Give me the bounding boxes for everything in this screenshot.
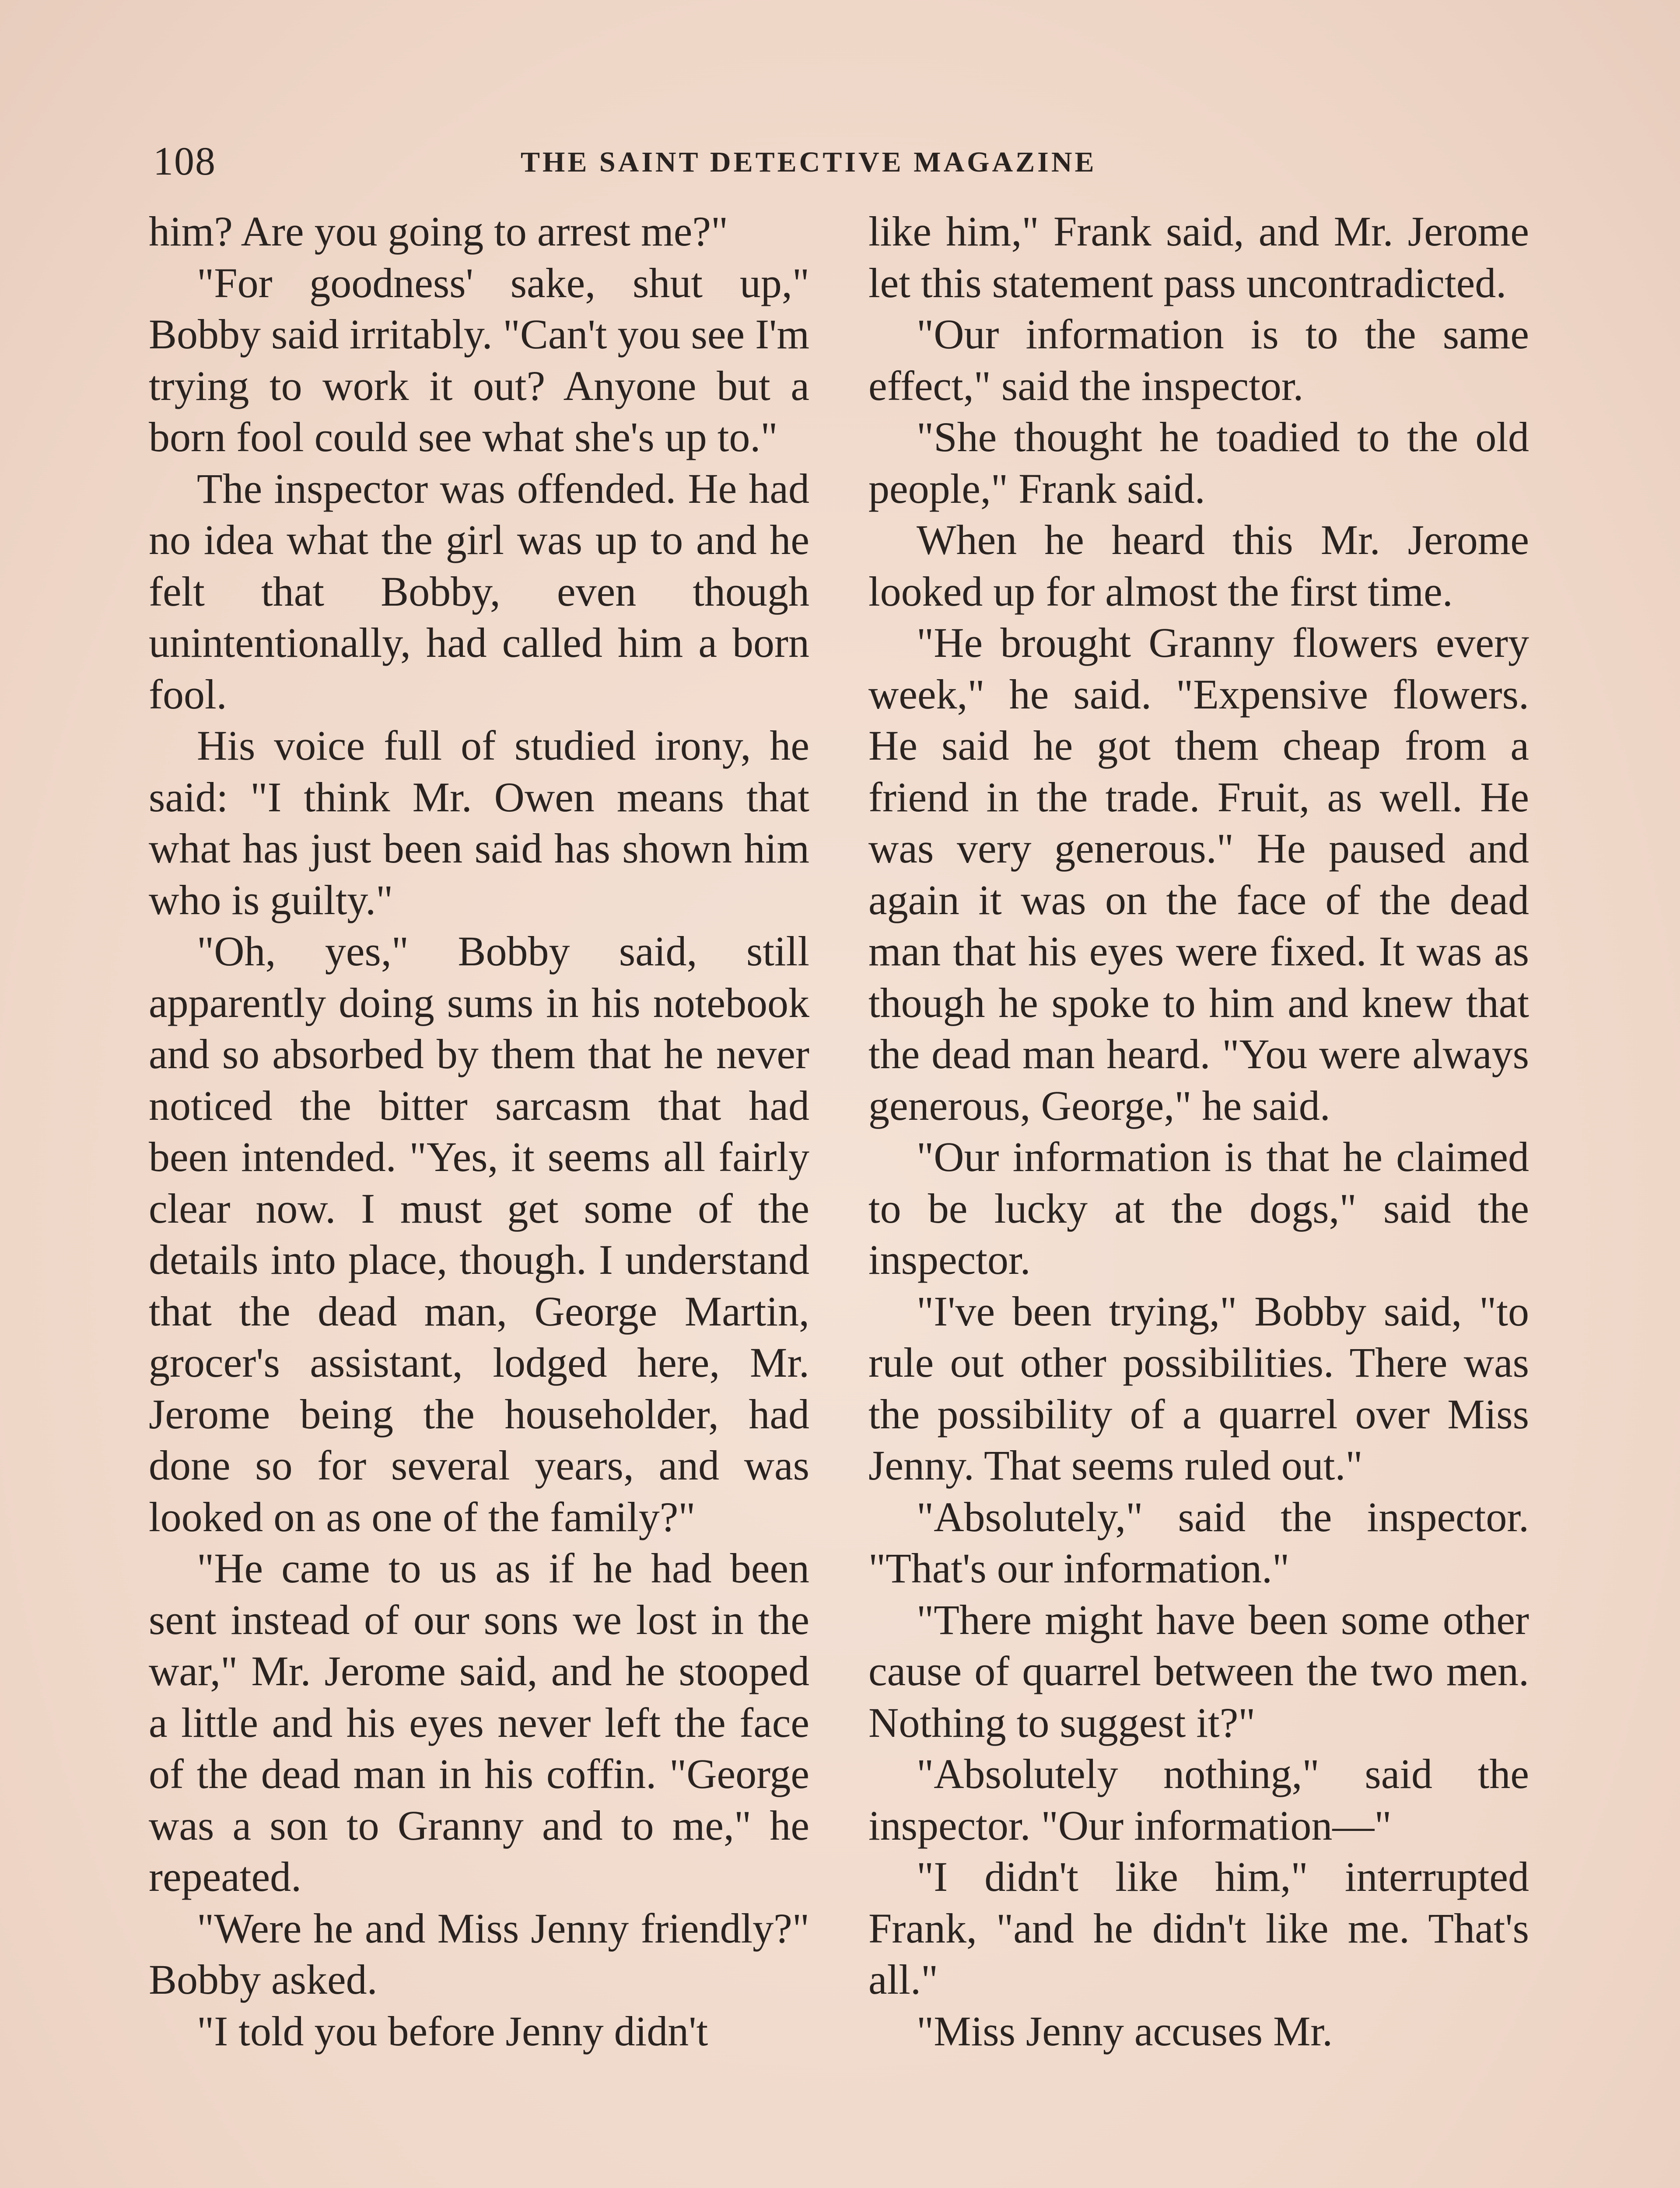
paragraph: like him," Frank said, and Mr. Jerome let this statement pass uncontradicted. (868, 208, 1529, 306)
paragraph: "Miss Jenny accuses Mr. (917, 2007, 1333, 2055)
paragraph: "There might have been some other cause of quarrel between the two men. Nothing to suggest it?" (868, 1596, 1529, 1746)
running-title: THE SAINT DETECTIVE MAGAZINE (521, 146, 1097, 178)
paragraph: "Our information is that he claimed to be lucky at the dogs," said the inspector. (868, 1133, 1529, 1283)
paragraph: His voice full of studied irony, he said: "I think Mr. Owen means that what has just been said has shown him who is guilty." (149, 722, 809, 923)
paragraph: "Absolutely nothing," said the inspector. "Our information—" (868, 1750, 1529, 1849)
paragraph: "Oh, yes," Bobby said, still apparently doing sums in his notebook and so absorbed by them that he never noticed the bitter sarcasm that had been intended. "Yes, it seems all fairly clear now. I must get some of the details into place, though. I understand that the dead man, George Martin, grocer's assistant, lodged here, Mr. Jerome being the householder, had done so for several years, and was looked on as one of the family?" (149, 928, 809, 1540)
paragraph: "Were he and Miss Jenny friendly?" Bobby asked. (149, 1904, 809, 2003)
paragraph: "I've been trying," Bobby said, "to rule out other possibilities. There was the possibility of a quarrel over Miss Jenny. That seems ruled out." (868, 1287, 1529, 1489)
paragraph: "I didn't like him," interrupted Frank, "and he didn't like me. That's all." (868, 1853, 1529, 2003)
paragraph: "I told you before Jenny didn't (197, 2007, 708, 2055)
paragraph: "He came to us as if he had been sent instead of our sons we lost in the war," Mr. Jerome said, and he stooped a little and his eyes never left the face of the dead man in his coffin. "George was a son to Granny and to me," he repeated. (149, 1545, 809, 1900)
paragraph: "Absolutely," said the inspector. "That's our information." (868, 1493, 1529, 1592)
page-number: 108 (153, 139, 216, 183)
paragraph: him? Are you going to arrest me?" (149, 208, 728, 255)
right-text-column (868, 206, 1529, 2057)
page-header (153, 138, 1540, 186)
paragraph: "She thought he toadied to the old people," Frank said. (868, 414, 1529, 512)
paragraph: When he heard this Mr. Jerome looked up for almost the first time. (868, 516, 1529, 615)
paragraph: "He brought Granny flowers every week," he said. "Expensive flowers. He said he got them cheap from a friend in the trade. Fruit, as well. He was very generous." He paused and again it was on the face of the dead man that his eyes were fixed. It was as though he spoke to him and knew that the dead man heard. "You were always generous, George," he said. (868, 619, 1529, 1129)
left-text-column (149, 206, 809, 2057)
paragraph: "Our information is to the same effect," said the inspector. (868, 311, 1529, 409)
paragraph: "For goodness' sake, shut up," Bobby said irritably. "Can't you see I'm trying to work it out? Anyone but a born fool could see what she's up to." (149, 259, 809, 460)
paragraph: The inspector was offended. He had no idea what the girl was up to and he felt that Bobby, even though unintentionally, had called him a born fool. (149, 465, 809, 718)
